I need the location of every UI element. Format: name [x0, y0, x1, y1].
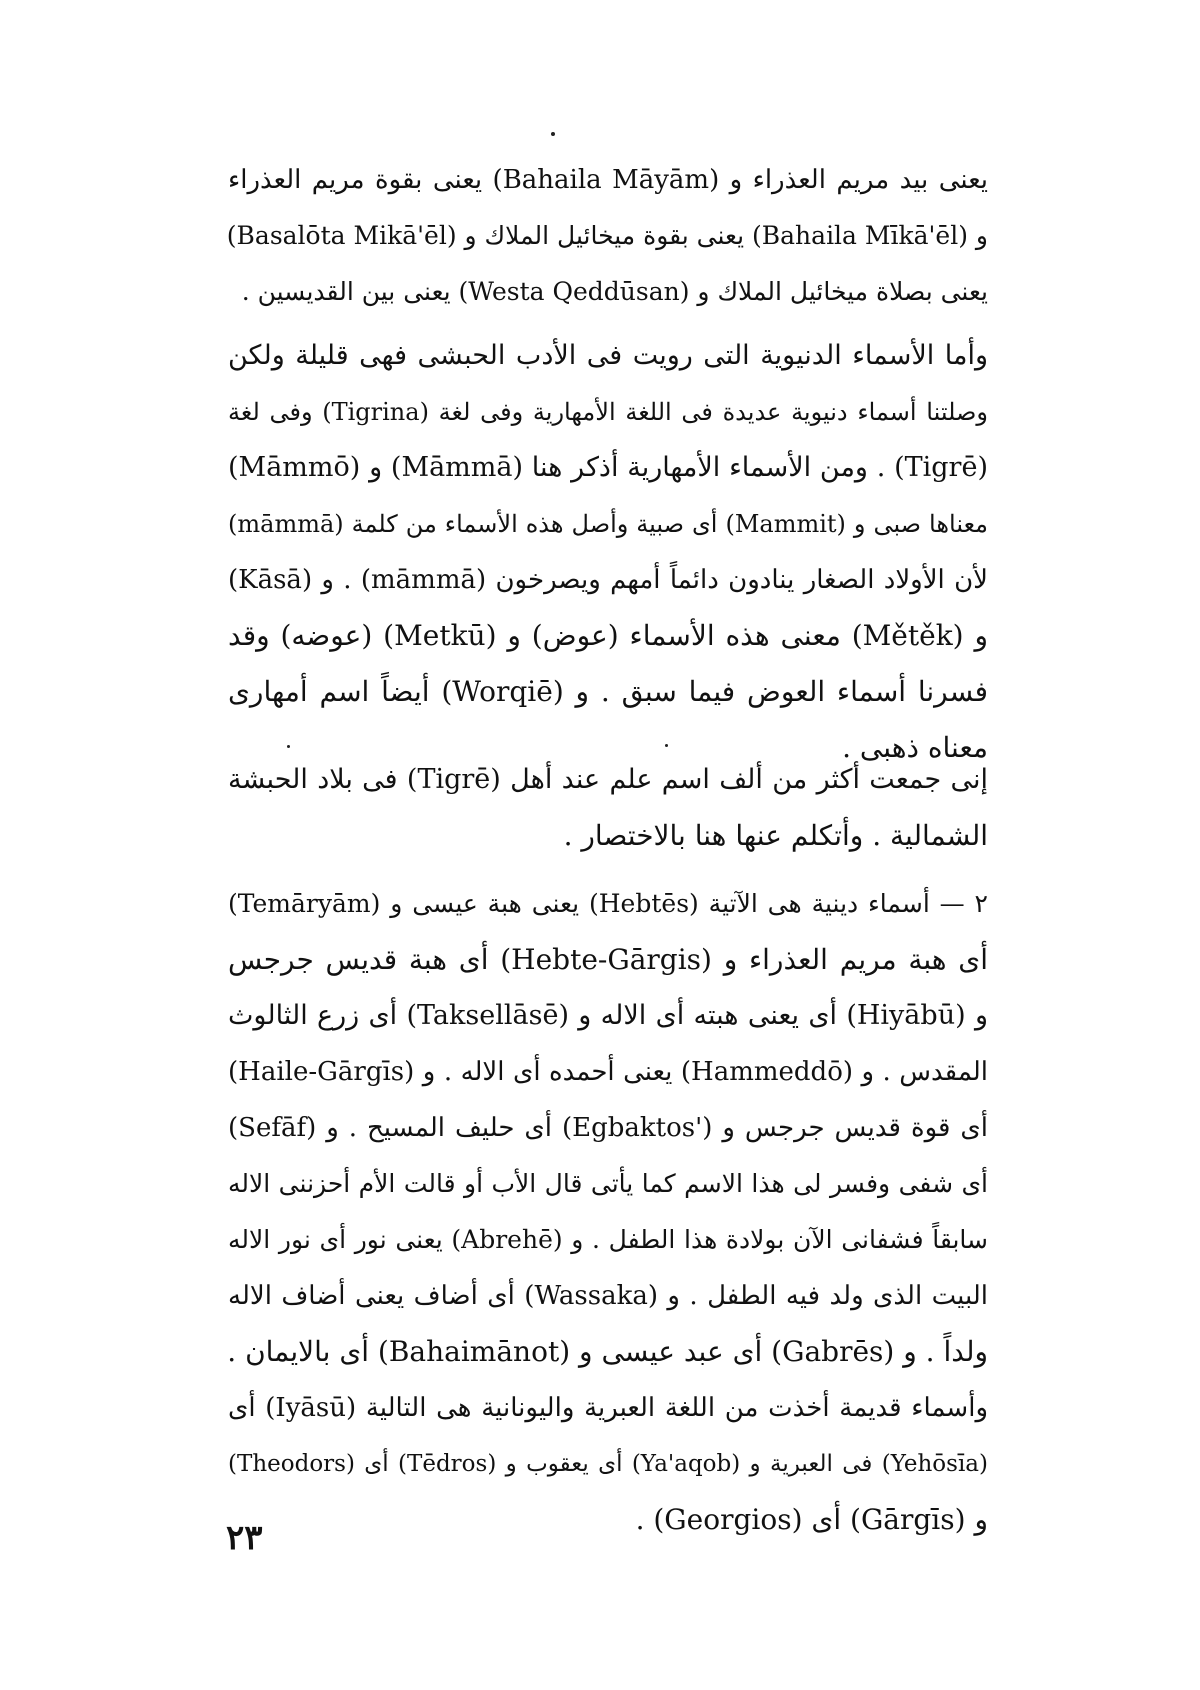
text-line: و (Mětěk) معنى هذه الأسماء (عوض) و (Metkū) (عوضه) وقد — [228, 619, 988, 652]
text-line: لأن الأولاد الصغار ينادون دائماً أمهم ويصرخون (māmmā) . و (Kāsā) — [228, 565, 989, 595]
paragraph-2 — [228, 328, 988, 776]
text-line: وصلتنا أسماء دنيوية عديدة فى اللغة الأمهارية وفى لغة (Tigrina) وفى لغة — [228, 398, 988, 426]
text-line: ٢ — أسماء دينية هى الآتية (Hebtēs) يعنى هبة عيسى و (Temāryām) — [228, 889, 988, 918]
text-line: المقدس . و (Hammeddō) يعنى أحمده أى الاله . و (Haile-Gārgīs) — [228, 1057, 988, 1087]
text-line: أى شفى وفسر لى هذا الاسم كما يأتى قال الأب أو قالت الأم أحزننى الاله — [228, 1169, 988, 1198]
text-line: فسرنا أسماء العوض فيما سبق . و (Worqiē) أيضاً اسم أمهارى — [228, 675, 988, 708]
text-line: و (Hiyābū) أى يعنى هبته أى الاله و (Taksellāsē) أى زرع الثالوث — [228, 1000, 988, 1031]
text-line: الشمالية . وأتكلم عنها هنا بالاختصار . — [563, 819, 988, 852]
paragraph-1 — [228, 152, 988, 320]
text-line: يعنى بيد مريم العذراء و (Bahaila Māyām) يعنى بقوة مريم العذراء — [228, 165, 989, 195]
text-line: و (Bahaila Mīkā'ēl) يعنى بقوة ميخائيل الملاك و (Basalōta Mikā'ēl) — [226, 221, 988, 250]
text-line: البيت الذى ولد فيه الطفل . و (Wassaka) أى أضاف يعنى أضاف الاله — [228, 1281, 988, 1311]
text-line: إنى جمعت أكثر من ألف اسم علم عند أهل (Tigrē) فى بلاد الحبشة — [228, 764, 988, 795]
paragraph-4 — [228, 876, 988, 1548]
text-line: أى قوة قديس جرجس و ('Egbaktos) أى حليف المسيح . و (Sefāf) — [228, 1113, 988, 1143]
text-line: معناها صبى و (Mammit) أى صبية وأصل هذه الأسماء من كلمة (māmmā) — [228, 510, 988, 538]
page-number: ٢٣ — [226, 1518, 263, 1558]
text-line: يعنى بصلاة ميخائيل الملاك و (Westa Qeddūsan) يعنى بين القديسين . — [241, 277, 988, 306]
paragraph-3 — [228, 752, 988, 864]
text-line: (Tigrē) . ومن الأسماء الأمهارية أذكر هنا (Māmmā) و (Māmmō) — [228, 452, 988, 483]
text-line: أى هبة مريم العذراء و (Hebte-Gārgis) أى هبة قديس جرجس — [228, 943, 988, 976]
text-line: وأسماء قديمة أخذت من اللغة العبرية واليونانية هى التالية (Iyāsū) أى — [228, 1393, 988, 1423]
text-line: سابقاً فشفانى الآن بولادة هذا الطفل . و (Abrehē) يعنى نور أى نور الاله — [228, 1225, 988, 1254]
text-line: معناه ذهبى . — [842, 731, 988, 764]
ink-speck — [551, 132, 555, 136]
text-line: ولداً . و (Gabrēs) أى عبد عيسى و (Bahaimānot) أى بالايمان . — [227, 1335, 988, 1368]
text-line: و (Gārgīs) أى (Georgios) . — [635, 1503, 988, 1536]
text-line: (Yehōsīa) فى العبرية و (Ya'aqob) أى يعقوب و (Tēdros) أى (Theodors) — [228, 1451, 988, 1477]
text-line: وأما الأسماء الدنيوية التى رويت فى الأدب الحبشى فهى قليلة ولكن — [228, 340, 988, 371]
